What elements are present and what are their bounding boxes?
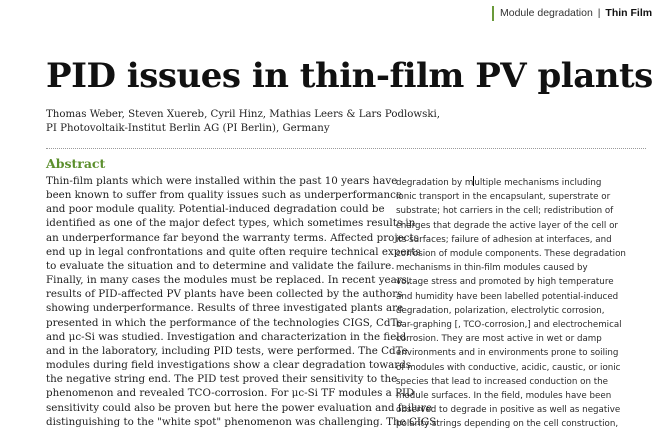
- running-head: [500, 7, 652, 19]
- body-text-line: corrosion. They are most active in wet or damp: [396, 334, 602, 345]
- author-affiliation: PI Photovoltaik-Institut Berlin AG (PI Berlin), Germany: [46, 123, 330, 134]
- body-text-line: module surfaces. In the field, modules have been: [396, 391, 612, 402]
- abstract-line: and μc-Si was studied. Investigation and characterization in the field: [46, 330, 407, 343]
- abstract-line: and poor module quality. Potential-induced degradation could be: [46, 203, 385, 216]
- abstract-line: distinguishing to the "white spot" phenomenon was challenging. The CIGS: [46, 415, 437, 428]
- body-text-right-column: [396, 176, 626, 432]
- body-text-line: ionic transport in the encapsulant, superstrate or: [396, 192, 611, 203]
- body-text-line: voltage stress and promoted by high temperature: [396, 277, 614, 288]
- body-text-line: corrosion of module components. These degradation: [396, 249, 626, 260]
- abstract-line: and in the laboratory, including PID tests, were performed. The CdTe: [46, 344, 408, 357]
- running-head-topic: Module degradation: [500, 7, 593, 19]
- abstract-line: end up in legal confrontations and quite often require technical experts: [46, 245, 421, 258]
- body-text-line: environments and in environments prone to soiling: [396, 348, 619, 359]
- abstract-line: Finally, in many cases the modules must be replaced. In recent years,: [46, 274, 411, 287]
- abstract-line: modules during field investigations show a clear degradation towards: [46, 359, 412, 372]
- running-head-section: Thin Film: [605, 7, 653, 19]
- section-divider: [46, 148, 646, 149]
- abstract-line: to evaluate the situation and to determine and validate the failure.: [46, 259, 395, 272]
- abstract-line: presented in which the performance of the technologies CIGS, CdTe: [46, 316, 403, 329]
- body-text-line: degradation, polarization, electrolytic corrosion,: [396, 305, 605, 316]
- body-text-fragment: ultiple mechanisms including: [474, 178, 602, 188]
- body-text-line: bar-graphing [, TCO-corrosion,] and electrochemical: [396, 320, 622, 331]
- abstract-heading: Abstract: [46, 156, 106, 171]
- running-head-separator: |: [597, 7, 601, 19]
- body-text-fragment: degradation by m: [396, 178, 474, 188]
- body-text-line: of modules with conductive, acidic, caustic, or ionic: [396, 362, 621, 373]
- abstract-line: an underperformance far beyond the warranty terms. Affected projects: [46, 231, 419, 244]
- abstract-line: identified as one of the major defect types, which sometimes results in: [46, 217, 416, 230]
- abstract-line: results of PID-affected PV plants have been collected by the authors: [46, 288, 403, 301]
- body-text-line: charges that degrade the active layer of the cell or: [396, 220, 618, 231]
- body-text-line: its surfaces; failure of adhesion at interfaces, and: [396, 234, 612, 245]
- author-names: Thomas Weber, Steven Xuereb, Cyril Hinz, Mathias Leers & Lars Podlowski,: [46, 109, 440, 120]
- abstract-line: Thin-film plants which were installed within the past 10 years have: [46, 175, 398, 187]
- running-head-rule: [492, 6, 494, 21]
- body-text-line: [396, 176, 626, 190]
- abstract-text: [46, 174, 436, 429]
- article-title: PID issues in thin-film PV plants: [46, 56, 653, 96]
- abstract-line: been known to suffer from quality issues such as underperformance: [46, 189, 402, 202]
- body-text-line: mechanisms in thin-film modules caused by: [396, 263, 588, 274]
- body-text-line: species that lead to increased conduction on the: [396, 376, 608, 387]
- body-text-line: and humidity have been labelled potential-induced: [396, 291, 619, 302]
- abstract-line: the negative string end. The PID test proved their sensitivity to the: [46, 373, 398, 386]
- author-block: [46, 108, 440, 136]
- abstract-line: phenomenon and revealed TCO-corrosion. For μc-Si TF modules a PID: [46, 387, 415, 400]
- abstract-line: showing underperformance. Results of three investigated plants are: [46, 302, 404, 315]
- body-text-line: substrate; hot carriers in the cell; redistribution of: [396, 206, 614, 217]
- body-text-line: observed to degrade in positive as well as negative: [396, 405, 621, 416]
- abstract-line: sensitivity could also be proven but here the power evaluation and failure: [46, 401, 432, 414]
- body-text-line: polarity strings depending on the cell construction,: [396, 419, 619, 430]
